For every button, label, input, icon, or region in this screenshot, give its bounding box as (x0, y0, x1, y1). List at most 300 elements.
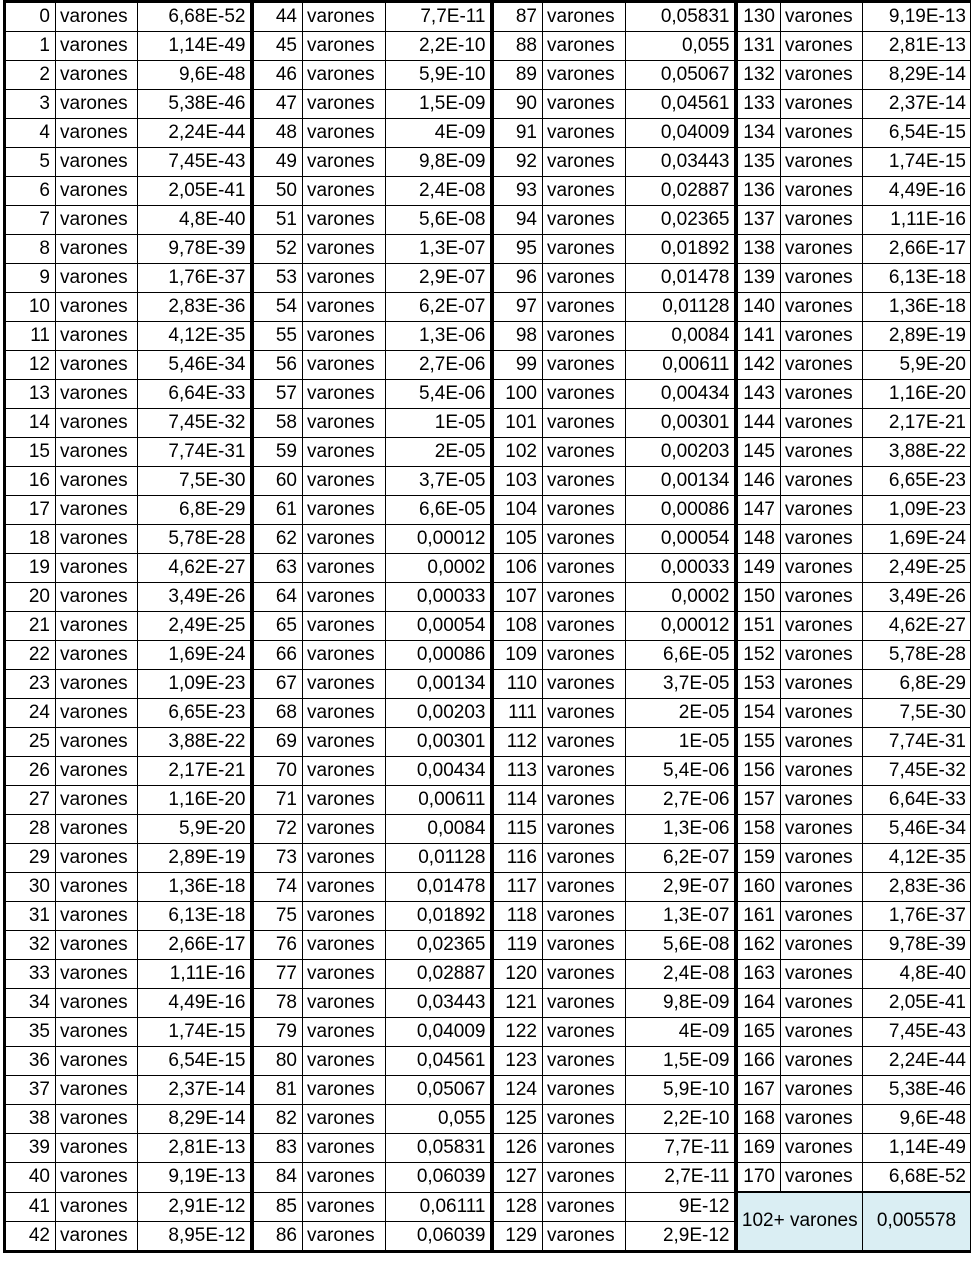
row-value: 1,14E-49 (863, 1134, 971, 1163)
row-label: varones (303, 757, 386, 786)
row-index: 108 (492, 612, 543, 641)
row-index: 134 (736, 119, 781, 148)
row-value: 2,66E-17 (863, 235, 971, 264)
row-index: 137 (736, 206, 781, 235)
row-value: 0,04009 (386, 1018, 492, 1047)
row-label: varones (56, 1134, 138, 1163)
row-index: 10 (5, 293, 56, 322)
row-index: 169 (736, 1134, 781, 1163)
row-label: varones (781, 1047, 863, 1076)
row-index: 68 (252, 699, 303, 728)
row-value: 0,03443 (386, 989, 492, 1018)
row-label: varones (781, 641, 863, 670)
row-value: 0,00054 (626, 525, 736, 554)
row-label: varones (543, 525, 626, 554)
row-value: 6,2E-07 (626, 844, 736, 873)
row-label: varones (56, 1221, 138, 1251)
row-label: varones (303, 902, 386, 931)
row-value: 5,78E-28 (863, 641, 971, 670)
row-value: 0,03443 (626, 148, 736, 177)
row-value: 9,78E-39 (138, 235, 252, 264)
row-index: 45 (252, 32, 303, 61)
row-index: 158 (736, 815, 781, 844)
row-index: 132 (736, 61, 781, 90)
row-label: varones (781, 1105, 863, 1134)
row-index: 76 (252, 931, 303, 960)
row-index: 14 (5, 409, 56, 438)
table-row (5, 1047, 971, 1076)
row-value: 5,46E-34 (863, 815, 971, 844)
row-value: 5,38E-46 (138, 90, 252, 119)
row-index: 166 (736, 1047, 781, 1076)
row-value: 3,7E-05 (626, 670, 736, 699)
row-label: varones (781, 2, 863, 32)
row-value: 0,02365 (386, 931, 492, 960)
row-index: 141 (736, 322, 781, 351)
table-row (5, 148, 971, 177)
row-value: 2,17E-21 (863, 409, 971, 438)
row-label: varones (56, 931, 138, 960)
row-index: 133 (736, 90, 781, 119)
row-index: 92 (492, 148, 543, 177)
row-index: 52 (252, 235, 303, 264)
table-row (5, 873, 971, 902)
row-index: 44 (252, 2, 303, 32)
row-index: 126 (492, 1134, 543, 1163)
row-value: 4,62E-27 (138, 554, 252, 583)
row-index: 144 (736, 409, 781, 438)
row-value: 0,0084 (386, 815, 492, 844)
row-value: 4,49E-16 (863, 177, 971, 206)
row-value: 1E-05 (386, 409, 492, 438)
row-value: 4,62E-27 (863, 612, 971, 641)
row-value: 7,45E-43 (138, 148, 252, 177)
row-index: 61 (252, 496, 303, 525)
row-value: 2,9E-07 (386, 264, 492, 293)
row-index: 84 (252, 1163, 303, 1193)
row-value: 6,68E-52 (138, 2, 252, 32)
row-value: 2,66E-17 (138, 931, 252, 960)
row-value: 0,01128 (626, 293, 736, 322)
row-value: 0,00203 (626, 438, 736, 467)
table-row (5, 1105, 971, 1134)
row-label: varones (303, 1076, 386, 1105)
row-index: 71 (252, 786, 303, 815)
row-value: 1,69E-24 (138, 641, 252, 670)
row-index: 9 (5, 264, 56, 293)
row-index: 42 (5, 1221, 56, 1251)
row-label: varones (56, 119, 138, 148)
row-value: 1,14E-49 (138, 32, 252, 61)
row-index: 27 (5, 786, 56, 815)
row-index: 53 (252, 264, 303, 293)
row-index: 120 (492, 960, 543, 989)
row-value: 1,69E-24 (863, 525, 971, 554)
table-row (5, 264, 971, 293)
row-value: 5,6E-08 (626, 931, 736, 960)
row-index: 69 (252, 728, 303, 757)
row-label: varones (543, 786, 626, 815)
row-index: 78 (252, 989, 303, 1018)
row-value: 5,4E-06 (386, 380, 492, 409)
row-label: varones (303, 728, 386, 757)
row-value: 5,46E-34 (138, 351, 252, 380)
row-label: varones (56, 264, 138, 293)
row-label: varones (543, 119, 626, 148)
row-value: 2,89E-19 (138, 844, 252, 873)
row-label: varones (543, 322, 626, 351)
row-index: 46 (252, 61, 303, 90)
row-index: 39 (5, 1134, 56, 1163)
row-label: varones (303, 612, 386, 641)
table-row (5, 612, 971, 641)
row-value: 1,74E-15 (138, 1018, 252, 1047)
row-label: varones (543, 1047, 626, 1076)
row-value: 2,83E-36 (138, 293, 252, 322)
row-label: varones (56, 902, 138, 931)
row-value: 6,64E-33 (863, 786, 971, 815)
row-value: 6,8E-29 (863, 670, 971, 699)
table-row (5, 2, 971, 32)
row-value: 0,055 (386, 1105, 492, 1134)
row-value: 7,45E-32 (863, 757, 971, 786)
row-index: 138 (736, 235, 781, 264)
row-value: 5,78E-28 (138, 525, 252, 554)
row-label: varones (781, 380, 863, 409)
row-index: 109 (492, 641, 543, 670)
row-index: 24 (5, 699, 56, 728)
row-index: 55 (252, 322, 303, 351)
row-value: 1,5E-09 (626, 1047, 736, 1076)
row-label: varones (56, 960, 138, 989)
row-value: 4,49E-16 (138, 989, 252, 1018)
row-label: varones (303, 235, 386, 264)
row-index: 73 (252, 844, 303, 873)
row-index: 59 (252, 438, 303, 467)
row-value: 2,49E-25 (863, 554, 971, 583)
row-label: varones (543, 554, 626, 583)
row-label: varones (56, 1163, 138, 1193)
row-label: varones (781, 264, 863, 293)
row-label: varones (303, 989, 386, 1018)
row-index: 26 (5, 757, 56, 786)
row-value: 3,88E-22 (138, 728, 252, 757)
row-value: 6,54E-15 (863, 119, 971, 148)
table-row (5, 177, 971, 206)
row-label: varones (543, 815, 626, 844)
row-value: 9,8E-09 (386, 148, 492, 177)
row-index: 37 (5, 1076, 56, 1105)
row-label: varones (303, 960, 386, 989)
row-index: 81 (252, 1076, 303, 1105)
row-index: 49 (252, 148, 303, 177)
row-index: 36 (5, 1047, 56, 1076)
row-index: 89 (492, 61, 543, 90)
row-index: 93 (492, 177, 543, 206)
row-index: 130 (736, 2, 781, 32)
row-value: 0,055 (626, 32, 736, 61)
row-value: 6,8E-29 (138, 496, 252, 525)
row-label: varones (303, 815, 386, 844)
row-label: varones (781, 960, 863, 989)
row-label: varones (56, 670, 138, 699)
row-index: 136 (736, 177, 781, 206)
row-index: 2 (5, 61, 56, 90)
row-index: 20 (5, 583, 56, 612)
row-value: 5,4E-06 (626, 757, 736, 786)
row-index: 128 (492, 1192, 543, 1221)
row-index: 80 (252, 1047, 303, 1076)
row-value: 0,00203 (386, 699, 492, 728)
row-label: varones (781, 815, 863, 844)
row-index: 147 (736, 496, 781, 525)
row-index: 142 (736, 351, 781, 380)
row-value: 6,54E-15 (138, 1047, 252, 1076)
row-index: 0 (5, 2, 56, 32)
row-value: 7,74E-31 (863, 728, 971, 757)
row-value: 5,9E-20 (138, 815, 252, 844)
row-index: 79 (252, 1018, 303, 1047)
row-index: 100 (492, 380, 543, 409)
row-value: 8,29E-14 (138, 1105, 252, 1134)
row-value: 4E-09 (386, 119, 492, 148)
row-index: 146 (736, 467, 781, 496)
table-row (5, 641, 971, 670)
row-label: varones (303, 90, 386, 119)
row-value: 0,02887 (626, 177, 736, 206)
row-label: varones (303, 496, 386, 525)
row-index: 150 (736, 583, 781, 612)
row-label: varones (56, 554, 138, 583)
row-index: 12 (5, 351, 56, 380)
row-index: 28 (5, 815, 56, 844)
row-label: varones (56, 293, 138, 322)
row-value: 0,00301 (386, 728, 492, 757)
row-label: varones (781, 902, 863, 931)
table-row (5, 206, 971, 235)
row-index: 58 (252, 409, 303, 438)
row-label: varones (781, 119, 863, 148)
row-value: 0,0084 (626, 322, 736, 351)
row-value: 0,00033 (386, 583, 492, 612)
row-index: 156 (736, 757, 781, 786)
row-label: varones (56, 612, 138, 641)
row-label: varones (781, 496, 863, 525)
row-label: varones (56, 844, 138, 873)
table-row (5, 844, 971, 873)
row-label: varones (303, 931, 386, 960)
row-label: varones (543, 90, 626, 119)
row-value: 0,05831 (626, 2, 736, 32)
row-index: 65 (252, 612, 303, 641)
row-index: 60 (252, 467, 303, 496)
row-index: 56 (252, 351, 303, 380)
table-row (5, 119, 971, 148)
row-index: 33 (5, 960, 56, 989)
row-index: 139 (736, 264, 781, 293)
row-label: varones (56, 32, 138, 61)
row-label: varones (56, 1105, 138, 1134)
row-index: 41 (5, 1192, 56, 1221)
row-label: varones (56, 409, 138, 438)
row-value: 7,5E-30 (138, 467, 252, 496)
row-label: varones (781, 757, 863, 786)
row-label: varones (543, 409, 626, 438)
row-value: 2,9E-12 (626, 1221, 736, 1251)
row-value: 1,09E-23 (138, 670, 252, 699)
row-value: 4,12E-35 (138, 322, 252, 351)
row-label: varones (543, 989, 626, 1018)
row-index: 16 (5, 467, 56, 496)
row-label: varones (303, 1221, 386, 1251)
row-label: varones (781, 235, 863, 264)
row-label: varones (56, 206, 138, 235)
row-label: varones (303, 786, 386, 815)
row-index: 111 (492, 699, 543, 728)
row-index: 91 (492, 119, 543, 148)
row-value: 2,2E-10 (626, 1105, 736, 1134)
row-index: 70 (252, 757, 303, 786)
row-label: varones (543, 670, 626, 699)
table-row (5, 438, 971, 467)
table-row (5, 815, 971, 844)
row-index: 96 (492, 264, 543, 293)
row-label: varones (303, 641, 386, 670)
table-row (5, 699, 971, 728)
row-label: varones (303, 699, 386, 728)
row-index: 127 (492, 1163, 543, 1193)
row-label: varones (781, 699, 863, 728)
row-value: 5,9E-20 (863, 351, 971, 380)
row-index: 47 (252, 90, 303, 119)
row-label: varones (303, 2, 386, 32)
row-label: varones (543, 2, 626, 32)
row-index: 32 (5, 931, 56, 960)
row-value: 2,37E-14 (863, 90, 971, 119)
row-value: 1,3E-07 (386, 235, 492, 264)
row-index: 51 (252, 206, 303, 235)
row-label: varones (56, 380, 138, 409)
row-label: varones (56, 786, 138, 815)
row-label: varones (543, 583, 626, 612)
row-label: varones (781, 844, 863, 873)
row-value: 1,36E-18 (138, 873, 252, 902)
row-label: varones (781, 728, 863, 757)
row-label: varones (303, 380, 386, 409)
row-value: 0,00134 (386, 670, 492, 699)
summary-label: 102+ varones (736, 1192, 863, 1251)
row-label: varones (543, 612, 626, 641)
row-value: 1,3E-06 (386, 322, 492, 351)
row-label: varones (56, 1076, 138, 1105)
row-index: 21 (5, 612, 56, 641)
row-label: varones (543, 699, 626, 728)
row-label: varones (56, 90, 138, 119)
row-label: varones (56, 1047, 138, 1076)
row-value: 2,24E-44 (138, 119, 252, 148)
row-value: 0,00611 (626, 351, 736, 380)
row-index: 117 (492, 873, 543, 902)
row-index: 140 (736, 293, 781, 322)
row-value: 0,0002 (626, 583, 736, 612)
row-index: 160 (736, 873, 781, 902)
row-label: varones (781, 293, 863, 322)
row-index: 121 (492, 989, 543, 1018)
row-label: varones (303, 1105, 386, 1134)
row-value: 4,8E-40 (138, 206, 252, 235)
row-value: 1,36E-18 (863, 293, 971, 322)
row-label: varones (56, 177, 138, 206)
row-value: 2,05E-41 (863, 989, 971, 1018)
table-row (5, 757, 971, 786)
row-index: 135 (736, 148, 781, 177)
row-index: 124 (492, 1076, 543, 1105)
row-value: 0,00434 (626, 380, 736, 409)
row-label: varones (781, 873, 863, 902)
row-value: 6,68E-52 (863, 1163, 971, 1193)
row-index: 149 (736, 554, 781, 583)
table-row (5, 989, 971, 1018)
row-index: 155 (736, 728, 781, 757)
row-index: 57 (252, 380, 303, 409)
row-index: 15 (5, 438, 56, 467)
row-index: 157 (736, 786, 781, 815)
row-index: 159 (736, 844, 781, 873)
row-label: varones (781, 206, 863, 235)
table-row (5, 235, 971, 264)
row-value: 0,04009 (626, 119, 736, 148)
row-label: varones (781, 1018, 863, 1047)
row-index: 97 (492, 293, 543, 322)
row-index: 98 (492, 322, 543, 351)
row-label: varones (781, 322, 863, 351)
row-index: 66 (252, 641, 303, 670)
row-index: 116 (492, 844, 543, 873)
row-index: 170 (736, 1163, 781, 1193)
row-index: 1 (5, 32, 56, 61)
row-index: 162 (736, 931, 781, 960)
row-value: 0,06039 (386, 1221, 492, 1251)
row-label: varones (56, 583, 138, 612)
row-value: 5,9E-10 (386, 61, 492, 90)
row-value: 1,16E-20 (863, 380, 971, 409)
table-row (5, 409, 971, 438)
row-label: varones (781, 1076, 863, 1105)
row-value: 3,7E-05 (386, 467, 492, 496)
row-label: varones (56, 2, 138, 32)
row-value: 0,02887 (386, 960, 492, 989)
row-index: 48 (252, 119, 303, 148)
row-label: varones (303, 61, 386, 90)
row-label: varones (303, 409, 386, 438)
row-label: varones (303, 351, 386, 380)
row-label: varones (781, 148, 863, 177)
row-value: 0,00054 (386, 612, 492, 641)
row-label: varones (56, 235, 138, 264)
row-index: 161 (736, 902, 781, 931)
row-label: varones (781, 670, 863, 699)
row-index: 23 (5, 670, 56, 699)
row-value: 1,09E-23 (863, 496, 971, 525)
row-index: 86 (252, 1221, 303, 1251)
table-row (5, 351, 971, 380)
row-value: 2,7E-06 (386, 351, 492, 380)
row-label: varones (303, 148, 386, 177)
row-index: 167 (736, 1076, 781, 1105)
row-index: 74 (252, 873, 303, 902)
row-value: 1,16E-20 (138, 786, 252, 815)
row-label: varones (543, 1018, 626, 1047)
